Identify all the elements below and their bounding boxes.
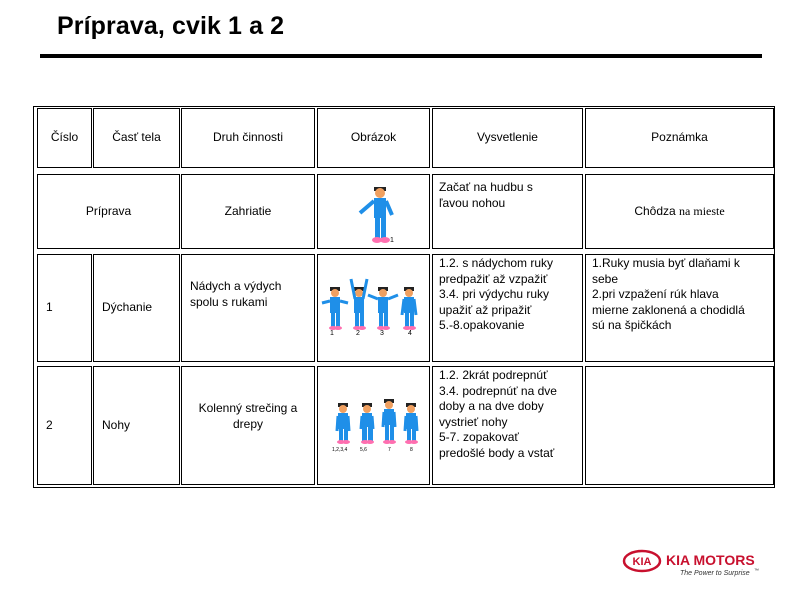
row2-vysvetlenie [432, 366, 583, 485]
row2-fig-label-1: 1,2,3,4 [332, 447, 348, 453]
breathing-figures-illustration [318, 255, 431, 363]
row1-vysvetlenie [432, 254, 583, 362]
row1-poznamka [585, 254, 774, 362]
prep-vysvetlenie [432, 174, 583, 249]
prep-label: Príprava [37, 174, 180, 249]
row1-druh-line-2: spolu s rukami [190, 294, 268, 309]
row1-fig-label-1: 1 [330, 330, 334, 337]
row1-poznamka-line: sebe [592, 271, 619, 286]
prep-poznamka-a: Chôdza [634, 203, 676, 218]
page-title: Príprava, cvik 1 a 2 [57, 12, 285, 40]
prep-figure-label: 1 [390, 237, 394, 244]
brand-slogan: The Power to Surprise [680, 570, 750, 577]
row1-figure-cell [317, 254, 430, 362]
brand-name: KIA MOTORS [666, 552, 755, 568]
row2-vysvetlenie-line: 5-7. zopakovať [439, 430, 519, 444]
kia-motors-logo [622, 548, 762, 578]
row1-cast: Dýchanie [93, 254, 180, 362]
brand-trademark: ™ [754, 568, 759, 574]
row2-fig-label-3: 7 [388, 447, 391, 453]
title-underline [40, 54, 762, 58]
row2-fig-label-2: 5,6 [360, 447, 367, 453]
row1-vysvetlenie-line: 3.4. pri výdychu ruky [439, 287, 550, 301]
header-cast-tela: Časť tela [93, 108, 180, 168]
row1-fig-label-3: 3 [380, 330, 384, 337]
header-obrazok: Obrázok [317, 108, 430, 168]
row2-druh [181, 366, 315, 485]
row1-vysvetlenie-line: upažiť až pripažiť [439, 302, 532, 317]
header-vysvetlenie: Vysvetlenie [432, 108, 583, 168]
prep-druh: Zahriatie [181, 174, 315, 249]
row2-fig-label-4: 8 [410, 447, 413, 453]
row1-vysvetlenie-line: predpažiť až vzpažiť [439, 271, 548, 286]
header-druh-cinnosti: Druh činnosti [181, 108, 315, 168]
prep-poznamka-b: na mieste [679, 203, 725, 218]
row2-cast: Nohy [93, 366, 180, 485]
row2-vysvetlenie-line: 1.2. 2krát podrepnúť [439, 368, 548, 382]
row1-fig-label-2: 2 [356, 330, 360, 337]
row1-poznamka-line: 2.pri vzpažení rúk hlava [592, 287, 719, 301]
row2-cislo: 2 [37, 366, 92, 485]
prep-figure-cell [317, 174, 430, 249]
row2-figure-cell [317, 366, 430, 485]
row2-poznamka [585, 366, 774, 485]
exercise-table [33, 106, 775, 488]
row1-cislo: 1 [37, 254, 92, 362]
row2-vysvetlenie-line: 3.4. podrepnúť na dve [439, 383, 557, 398]
walking-figure-illustration [318, 175, 431, 250]
row2-vysvetlenie-line: predošlé body a vstať [439, 445, 555, 460]
row1-fig-label-4: 4 [408, 330, 412, 337]
squat-figures-illustration [318, 367, 431, 486]
row1-poznamka-line: mierne zaklonená a chodidlá [592, 302, 745, 317]
prep-vysvetlenie-line-2: ľavou nohou [439, 195, 506, 210]
header-cislo: Číslo [37, 108, 92, 168]
row1-poznamka-line: sú na špičkách [592, 318, 672, 332]
row1-druh-line-1: Nádych a výdych [190, 279, 282, 293]
row2-vysvetlenie-line: doby a na dve doby [439, 399, 544, 413]
row1-vysvetlenie-line: 5.-8.opakovanie [439, 318, 525, 332]
row2-druh-line-2: drepy [232, 416, 264, 431]
row1-vysvetlenie-line: 1.2. s nádychom ruky [439, 256, 554, 270]
row2-druh-line-1: Kolenný strečing a [198, 401, 298, 415]
row2-vysvetlenie-line: vystrieť nohy [439, 414, 508, 429]
row1-druh [181, 254, 315, 362]
prep-vysvetlenie-line-1: Začať na hudbu s [439, 180, 533, 194]
header-poznamka: Poznámka [585, 108, 774, 168]
row1-poznamka-line: 1.Ruky musia byť dlaňami k [592, 256, 740, 270]
kia-emblem-text: KIA [632, 556, 652, 568]
prep-poznamka [585, 174, 774, 249]
